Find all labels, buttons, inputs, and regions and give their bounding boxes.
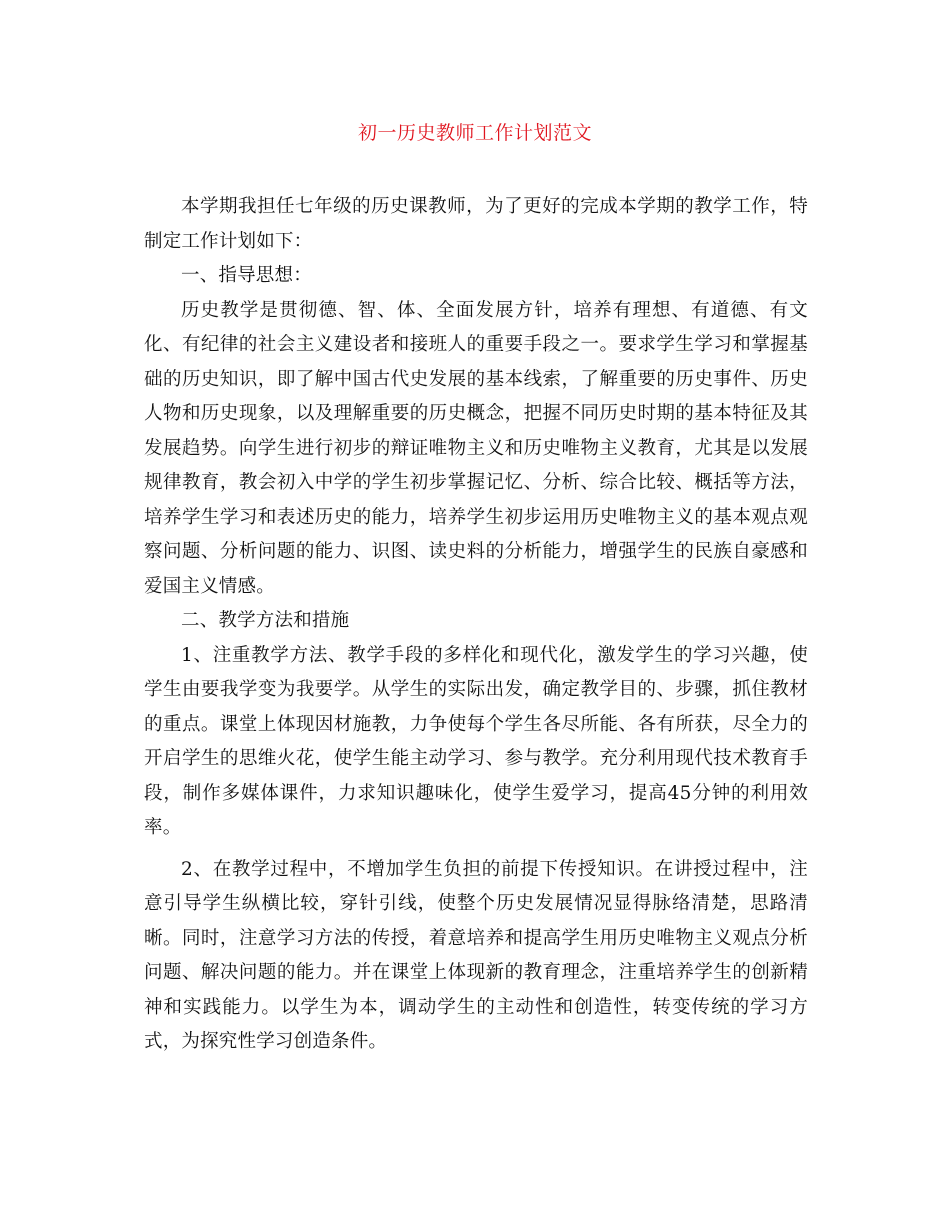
- section-heading-guiding-ideology: 一、指导思想：: [181, 265, 312, 286]
- guiding-ideology-paragraph: 历史教学是贯彻德、智、体、全面发展方针，培养有理想、有道德、有文化、有纪律的社会主义建设者和接班人的重要手段之一。要求学生学习和掌握基础的历史知识，即了解中国古代史发展的基本线索，了解重要的历史事件、历史人物和历史现象，以及理解重要的历史概念，把握不同历史时期的基本特征及其发展趋势。向学生进行初步的辩证唯物主义和历史唯物主义教育，尤其是以发展规律教育，教会初入中学的学生初步掌握记忆、分析、综合比较、概括等方法，培养学生学习和表述历史的能力，培养学生初步运用历史唯物主义的基本观点观察问题、分析问题的能力、识图、读史料的分析能力，增强学生的民族自豪感和爱国主义情感。: [144, 299, 808, 597]
- document-title: 初一历史教师工作计划范文: [357, 122, 592, 144]
- intro-paragraph: 本学期我担任七年级的历史课教师，为了更好的完成本学期的教学工作，特制定工作计划如下：: [144, 196, 808, 252]
- document-body: [144, 190, 808, 1060]
- section-heading-methods: 二、教学方法和措施: [181, 610, 350, 631]
- method-paragraph-1: 1、注重教学方法、教学手段的多样化和现代化，激发学生的学习兴趣，使学生由要我学变为我要学。从学生的实际出发，确定教学目的、步骤，抓住教材的重点。课堂上体现因材施教，力争使每个学生各尽所能、各有所获，尽全力的开启学生的思维火花，使学生能主动学习、参与教学。充分利用现代技术教育手段，制作多媒体课件，力求知识趣味化，使学生爱学习，提高45分钟的利用效率。: [144, 644, 808, 838]
- method-paragraph-2: 2、在教学过程中，不增加学生负担的前提下传授知识。在讲授过程中，注意引导学生纵横比较，穿针引线，使整个历史发展情况显得脉络清楚，思路清晰。同时，注意学习方法的传授，着意培养和提高学生用历史唯物主义观点分析问题、解决问题的能力。并在课堂上体现新的教育理念，注重培养学生的创新精神和实践能力。以学生为本，调动学生的主动性和创造性，转变传统的学习方式，为探究性学习创造条件。: [144, 858, 808, 1052]
